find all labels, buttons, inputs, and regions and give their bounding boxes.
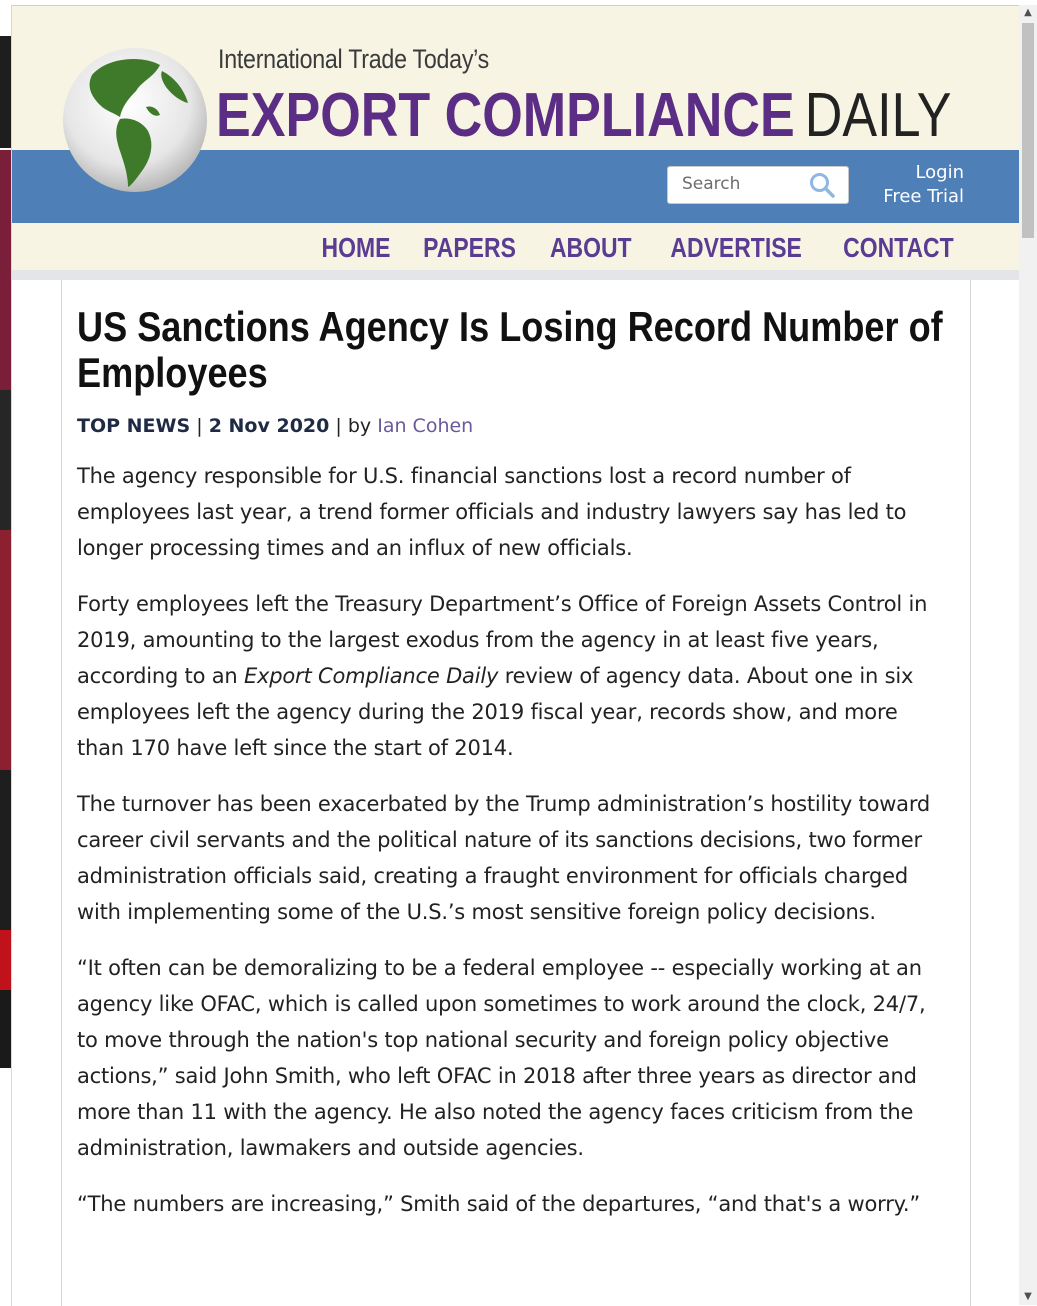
article-meta xyxy=(77,415,473,437)
background-block xyxy=(0,530,11,770)
globe-icon[interactable] xyxy=(62,47,208,193)
account-links xyxy=(882,161,964,209)
background-page-strip xyxy=(0,0,11,1305)
nav-home[interactable]: HOME xyxy=(321,232,391,263)
free-trial-link[interactable]: Free Trial xyxy=(883,186,964,207)
by-label: by xyxy=(347,415,372,437)
background-block xyxy=(0,990,11,1068)
background-block xyxy=(0,770,11,930)
paragraph: “The numbers are increasing,” Smith said of the departures, “and that's a worry.” xyxy=(77,1192,921,1216)
search-input[interactable] xyxy=(668,167,803,201)
author-link[interactable]: Ian Cohen xyxy=(377,415,474,437)
publication-name: Export Compliance Daily xyxy=(243,664,499,688)
login-link[interactable]: Login xyxy=(915,162,964,183)
brand-title[interactable] xyxy=(216,80,951,152)
article-window xyxy=(11,5,1020,1306)
paragraph: The agency responsible for U.S. financial sanctions lost a record number of employees last year, a trend former officials and industry lawyers say has led to longer processing times and an influx of new officials. xyxy=(77,464,907,560)
meta-separator: | xyxy=(335,415,342,437)
meta-separator: | xyxy=(196,415,203,437)
paragraph: “It often can be demoralizing to be a federal employee -- especially working at an agency like OFAC, which is called upon sometimes to work around the clock, 24/7, to move through the nation's top national security and foreign policy objective actions,” said John Smith, who left OFAC in 2018 after three years as director and more than 11 with the agency. He also noted the agency faces criticism from the administration, lawmakers and outside agencies. xyxy=(77,956,926,1160)
article-title-line2: Employees xyxy=(77,349,268,396)
paragraph xyxy=(77,586,937,766)
background-block xyxy=(0,390,11,530)
nav-shadow xyxy=(12,270,1020,280)
brand-prefix: International Trade Today’s xyxy=(218,44,490,74)
background-block xyxy=(0,36,11,148)
triangle-down-icon[interactable]: ▼ xyxy=(1024,1291,1032,1302)
scrollbar[interactable] xyxy=(1019,5,1037,1305)
brand-suffix: DAILY xyxy=(804,81,952,150)
paragraph: The turnover has been exacerbated by the Trump administration’s hostility toward career civil servants and the political nature of its sanctions decisions, two former administration officials said, creating a fraught environment for officials charged with implementing some of the U.S.’s most sensitive foreign policy decisions. xyxy=(77,792,931,924)
article-date: 2 Nov 2020 xyxy=(208,415,330,437)
nav-about[interactable]: ABOUT xyxy=(550,232,632,263)
category-link[interactable]: TOP NEWS xyxy=(77,415,191,437)
scroll-thumb[interactable] xyxy=(1022,23,1034,238)
triangle-up-icon[interactable]: ▲ xyxy=(1024,7,1032,18)
main-nav xyxy=(317,232,963,264)
article-title-line1: US Sanctions Agency Is Losing Record Number of xyxy=(77,303,943,350)
search-icon[interactable] xyxy=(809,172,835,198)
article-body xyxy=(77,458,937,1242)
article-title xyxy=(77,303,943,396)
background-block xyxy=(0,150,11,390)
nav-contact[interactable]: CONTACT xyxy=(843,232,954,263)
nav-advertise[interactable]: ADVERTISE xyxy=(670,232,802,263)
brand-main: EXPORT COMPLIANCE xyxy=(216,81,795,150)
paragraph-text: Forty employees left the Treasury Department’s Office of Foreign Assets Control in 2019, amounting to the largest exodus from the agency in at least five years, according to an xyxy=(77,592,928,688)
nav-papers[interactable]: PAPERS xyxy=(423,232,517,263)
search-box xyxy=(667,166,849,204)
background-block xyxy=(0,930,11,990)
paragraph-text: review of agency data. About one in six employees left the agency during the 2019 fiscal year, records show, and more than 170 have left since the start of 2014. xyxy=(77,664,914,760)
